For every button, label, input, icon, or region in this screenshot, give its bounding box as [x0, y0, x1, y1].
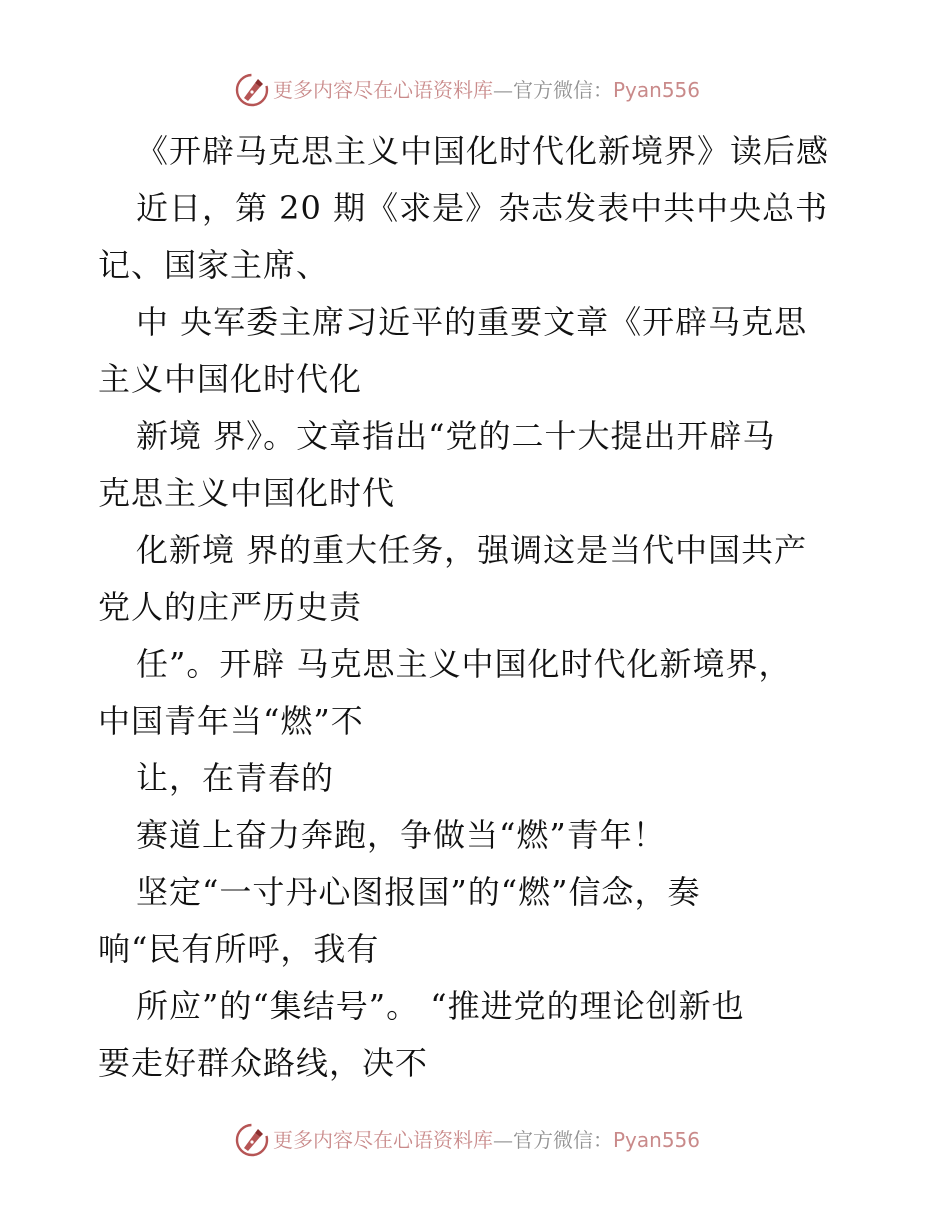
body-line: 让，在青春的: [136, 759, 335, 797]
body-line: 所应”的“集结号”。 “推进党的理论创新也: [136, 987, 745, 1025]
body-line: 赛道上奋力奔跑，争做当“燃”青年！: [136, 816, 666, 854]
pen-nib-logo-icon: [235, 1123, 269, 1157]
body-line: 中国青年当“燃”不: [98, 702, 364, 740]
header-watermark: [235, 72, 700, 108]
body-line: 近日，第 20 期《求是》杂志发表中共中央总书: [136, 189, 829, 227]
body-line: 主义中国化时代化: [98, 360, 363, 398]
watermark-separator: —: [493, 1128, 513, 1152]
document-title: 《开辟马克思主义中国化时代化新境界》读后感: [136, 132, 830, 170]
body-line: 记、国家主席、: [98, 246, 330, 284]
body-line: 克思主义中国化时代: [98, 474, 396, 512]
watermark-site: 更多内容尽在心语资料库: [273, 78, 493, 102]
body-line: 化新境 界的重大任务，强调这是当代中国共产: [136, 531, 808, 569]
watermark-wechat-label: 官方微信：: [513, 1128, 613, 1152]
body-line: 党人的庄严历史责: [98, 588, 363, 626]
body-line: 任”。开辟 马克思主义中国化时代化新境界，: [136, 645, 792, 683]
body-line: 坚定“一寸丹心图报国”的“燃”信念，奏: [136, 873, 701, 911]
body-line: 要走好群众路线，决不: [98, 1044, 429, 1082]
body-line: 中 央军委主席习近平的重要文章《开辟马克思: [136, 303, 808, 341]
watermark-wechat-id: Pyan556: [613, 1128, 701, 1152]
watermark-text: [273, 72, 700, 108]
body-line: 响“民有所呼，我有: [98, 930, 380, 968]
watermark-site: 更多内容尽在心语资料库: [273, 1128, 493, 1152]
body-line: 新境 界》。文章指出“党的二十大提出开辟马: [136, 417, 776, 455]
watermark-wechat-label: 官方微信：: [513, 78, 613, 102]
document-body: [98, 123, 858, 1092]
footer-watermark: [235, 1122, 700, 1158]
watermark-wechat-id: Pyan556: [613, 78, 701, 102]
watermark-separator: —: [493, 78, 513, 102]
pen-nib-logo-icon: [235, 73, 269, 107]
watermark-text: [273, 1122, 700, 1158]
